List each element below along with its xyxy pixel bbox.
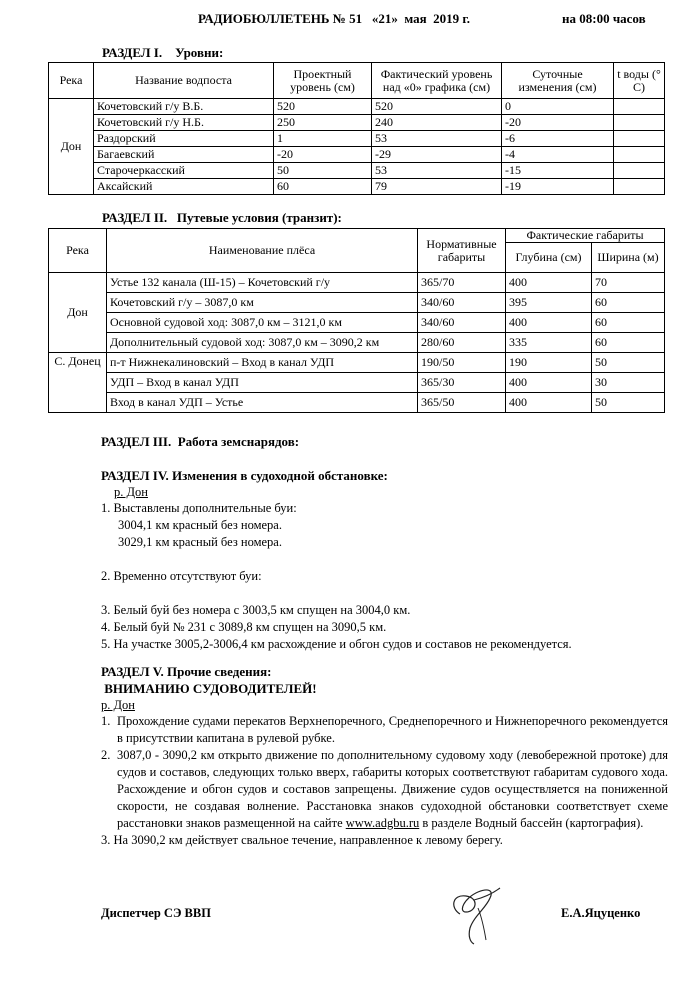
table-cell: 30: [592, 373, 665, 393]
dispatcher-name: Е.А.Яцуценко: [561, 906, 641, 920]
table-cell: Старочеркасский: [94, 163, 274, 179]
section4-river: р. Дон: [114, 485, 148, 499]
transit-river-don: Дон: [49, 273, 107, 353]
levels-header-row: [49, 63, 665, 99]
table-cell: 340/60: [418, 293, 506, 313]
table-cell: 60: [274, 179, 372, 195]
section5-title: РАЗДЕЛ V. Прочие сведения:: [101, 664, 272, 679]
table-cell: 60: [592, 313, 665, 333]
table-cell: 79: [372, 179, 502, 195]
section4-list: [101, 500, 671, 653]
list-text: в разделе Водный бассейн (картография).: [419, 816, 644, 830]
table-cell: Кочетовский г/у Н.Б.: [94, 115, 274, 131]
levels-col-design: Проектный уровень (см): [274, 63, 372, 99]
table-cell: 0: [502, 99, 614, 115]
table-cell: [614, 163, 665, 179]
website-link[interactable]: www.adgbu.ru: [345, 816, 420, 830]
dispatcher-role: Диспетчер СЭ ВВП: [101, 906, 211, 920]
levels-table: [48, 62, 665, 195]
table-cell: -20: [274, 147, 372, 163]
bulletin-time: на 08:00 часов: [562, 11, 646, 26]
table-cell: [614, 131, 665, 147]
table-cell: Раздорский: [94, 131, 274, 147]
table-cell: 400: [506, 273, 592, 293]
table-cell: Аксайский: [94, 179, 274, 195]
transit-table: [48, 228, 665, 413]
table-row: [49, 293, 665, 313]
transit-col-reach: Наименование плёса: [107, 229, 418, 273]
table-cell: 190: [506, 353, 592, 373]
table-cell: 520: [274, 99, 372, 115]
list-item: 5. На участке 3005,2-3006,4 км расхождение и обгон судов и составов не рекомендуется.: [101, 637, 572, 651]
table-cell: Вход в канал УДП – Устье: [107, 393, 418, 413]
table-cell: -15: [502, 163, 614, 179]
section2-title: РАЗДЕЛ II. Путевые условия (транзит):: [102, 210, 342, 225]
table-cell: 50: [274, 163, 372, 179]
table-row: [49, 353, 665, 373]
table-cell: 340/60: [418, 313, 506, 333]
table-cell: Багаевский: [94, 147, 274, 163]
transit-river-donets: С. Донец: [49, 353, 107, 413]
section4-title: РАЗДЕЛ IV. Изменения в судоходной обстановке:: [101, 468, 388, 483]
table-cell: 335: [506, 333, 592, 353]
section1-title: РАЗДЕЛ I. Уровни:: [102, 45, 224, 60]
table-row: [49, 179, 665, 195]
table-cell: [614, 179, 665, 195]
table-cell: 400: [506, 393, 592, 413]
levels-col-actual: Фактический уровень над «0» графика (см): [372, 63, 502, 99]
levels-col-change: Суточные изменения (см): [502, 63, 614, 99]
levels-river-cell: Дон: [49, 99, 94, 195]
list-item: 3. На 3090,2 км действует свальное течение, направленное к левому берегу.: [101, 833, 503, 847]
transit-col-river: Река: [49, 229, 107, 273]
table-cell: [614, 99, 665, 115]
table-cell: [614, 115, 665, 131]
table-cell: 50: [592, 353, 665, 373]
levels-col-post: Название водпоста: [94, 63, 274, 99]
table-row: [49, 99, 665, 115]
table-cell: Кочетовский г/у В.Б.: [94, 99, 274, 115]
table-cell: -4: [502, 147, 614, 163]
section5-river: р. Дон: [101, 698, 135, 712]
handwritten-signature: [440, 868, 510, 948]
table-cell: 520: [372, 99, 502, 115]
table-row: [49, 373, 665, 393]
transit-col-depth: Глубина (см): [506, 243, 592, 273]
table-cell: 395: [506, 293, 592, 313]
list-number: 2.: [101, 748, 111, 762]
table-cell: 240: [372, 115, 502, 131]
table-cell: 60: [592, 293, 665, 313]
table-row: [49, 115, 665, 131]
levels-col-river: Река: [49, 63, 94, 99]
table-cell: -19: [502, 179, 614, 195]
table-row: [49, 333, 665, 353]
section3-title: РАЗДЕЛ III. Работа земснарядов:: [101, 434, 300, 449]
table-cell: Кочетовский г/у – 3087,0 км: [107, 293, 418, 313]
table-cell: УДП – Вход в канал УДП: [107, 373, 418, 393]
table-cell: 400: [506, 373, 592, 393]
table-cell: -20: [502, 115, 614, 131]
table-cell: 365/30: [418, 373, 506, 393]
table-cell: 365/70: [418, 273, 506, 293]
table-cell: 70: [592, 273, 665, 293]
list-number: 1.: [101, 714, 111, 728]
list-text: 3087,0 - 3090,2 км открыто движение по дополнительному судовому ходу (левобережной протоке) для судов и составов, следующих только вверх, габариты которых соответствуют габаритам судового хода. Расхождение и обгон судов и составов запрещены. Движение судов осуществляется на пониженной скорости, не создавая волнение. Расстановка знаков судоходной обстановки соответствует схеме расстановки знаков размещенной на сайте: [117, 748, 668, 830]
transit-header-row: [49, 229, 665, 243]
table-cell: 50: [592, 393, 665, 413]
transit-col-width: Ширина (м): [592, 243, 665, 273]
table-row: [49, 273, 665, 293]
table-cell: Устье 132 канала (Ш-15) – Кочетовский г/у: [107, 273, 418, 293]
levels-col-temp: t воды (° C): [614, 63, 665, 99]
transit-col-actual: Фактические габариты: [506, 229, 665, 243]
list-item: [101, 747, 668, 832]
table-cell: 53: [372, 131, 502, 147]
section5-subtitle: ВНИМАНИЮ СУДОВОДИТЕЛЕЙ!: [101, 681, 317, 696]
table-cell: п-т Нижнекалиновский – Вход в канал УДП: [107, 353, 418, 373]
table-row: [49, 393, 665, 413]
table-cell: -6: [502, 131, 614, 147]
table-cell: 1: [274, 131, 372, 147]
bulletin-title: РАДИОБЮЛЛЕТЕНЬ № 51 «21» мая 2019 г.: [198, 11, 471, 26]
list-item: 4. Белый буй № 231 с 3089,8 км спущен на 3090,5 км.: [101, 620, 387, 634]
table-cell: 280/60: [418, 333, 506, 353]
transit-col-norm: Нормативные габариты: [418, 229, 506, 273]
bulletin-header: [0, 11, 700, 29]
table-cell: 60: [592, 333, 665, 353]
list-item: 3004,1 км красный без номера.: [118, 518, 282, 532]
table-cell: 250: [274, 115, 372, 131]
list-item: 2. Временно отсутствуют буи:: [101, 569, 262, 583]
table-cell: 53: [372, 163, 502, 179]
section5-list: [101, 713, 668, 849]
table-row: [49, 163, 665, 179]
list-item: 3029,1 км красный без номера.: [118, 535, 282, 549]
list-item: [101, 713, 668, 747]
table-row: [49, 131, 665, 147]
table-row: [49, 147, 665, 163]
table-cell: Дополнительный судовой ход: 3087,0 км – 3090,2 км: [107, 333, 418, 353]
table-cell: 190/50: [418, 353, 506, 373]
table-cell: Основной судовой ход: 3087,0 км – 3121,0 км: [107, 313, 418, 333]
list-text: Прохождение судами перекатов Верхнепоречного, Среднепоречного и Нижнепоречного рекомендуется в присутствии капитана в рулевой рубке.: [117, 714, 668, 745]
table-cell: -29: [372, 147, 502, 163]
table-cell: [614, 147, 665, 163]
table-row: [49, 313, 665, 333]
table-cell: 365/50: [418, 393, 506, 413]
list-item: 1. Выставлены дополнительные буи:: [101, 501, 297, 515]
list-item: 3. Белый буй без номера с 3003,5 км спущен на 3004,0 км.: [101, 603, 411, 617]
table-cell: 400: [506, 313, 592, 333]
